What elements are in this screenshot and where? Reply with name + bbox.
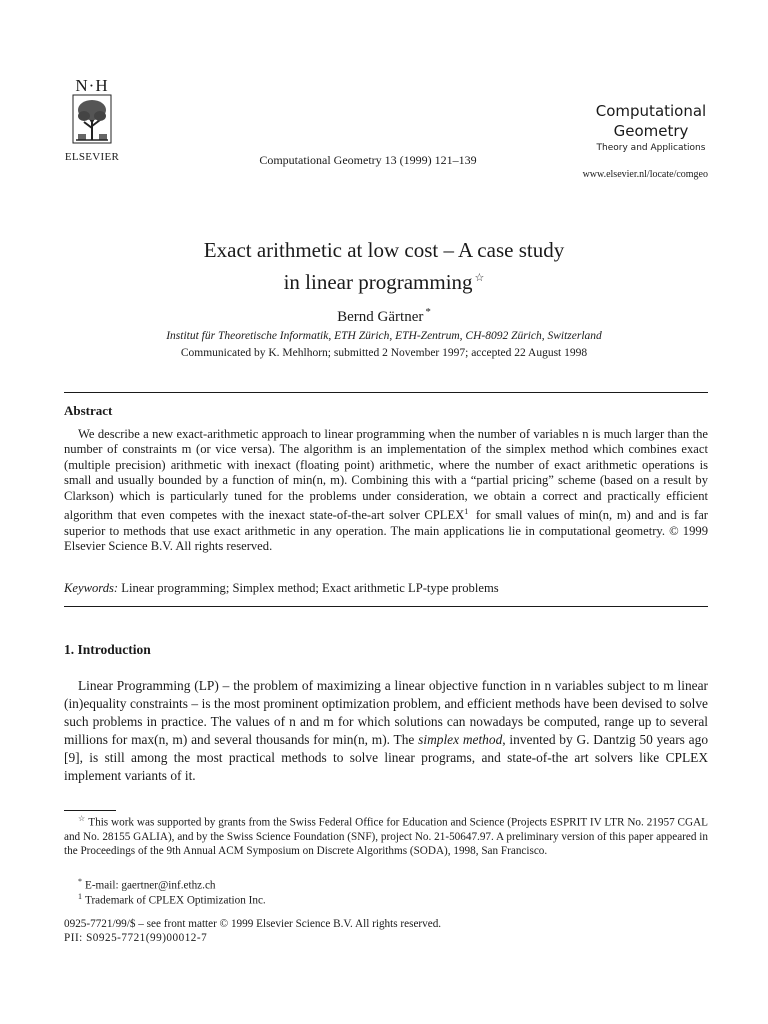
footnote-email-mark: *	[78, 877, 82, 886]
introduction-emphasis: simplex method	[418, 732, 503, 747]
abstract-text	[64, 427, 708, 554]
introduction-text-part1: Linear Programming (LP) – the problem of maximizing a linear objective function in n variables subject to m linear (in)equality constraints – is the most prominent optimization problem, and efficient methods have been devised to solve such problems in practice. The values of n and m for which solutions can nowadays be computed, range up to several millions for max(n, m) and several thousands for min(n, m). The	[64, 678, 708, 747]
communication-dates: Communicated by K. Mehlhorn; submitted 2 November 1997; accepted 22 August 1998	[180, 347, 588, 359]
abstract-bottom-rule	[64, 606, 708, 607]
introduction-text-part2: , invented by G. Dantzig 50 years ago [9], is still among the most practical methods to solve linear programs, and state-of-the art solvers like CPLEX implement variants of it.	[64, 732, 709, 783]
keywords-list: Linear programming; Simplex method; Exact arithmetic LP-type problems	[121, 581, 499, 595]
journal-title-line2: Geometry	[613, 122, 689, 140]
publisher-logo-text: N·H	[75, 76, 109, 95]
footnote-trademark-text: Trademark of CPLEX Optimization Inc.	[85, 894, 266, 907]
journal-subtitle: Theory and Applications	[596, 143, 706, 153]
abstract-top-rule	[64, 392, 708, 393]
footnote-trademark-mark: 1	[78, 892, 82, 901]
cplex-footnote-mark: 1	[464, 507, 469, 517]
issn-line: 0925-7721/99/$ – see front matter © 1999 Elsevier Science B.V. All rights reserved.	[64, 918, 442, 930]
author-affiliation: Institut für Theoretische Informatik, ETH Zürich, ETH-Zentrum, CH-8092 Zürich, Switzerland	[166, 330, 602, 342]
footnote-rule	[64, 810, 116, 811]
journal-url[interactable]: www.elsevier.nl/locate/comgeo	[582, 169, 708, 180]
footnote-email-text: E-mail: gaertner@inf.ethz.ch	[85, 879, 216, 892]
author-name: Bernd Gärtner	[337, 309, 424, 325]
journal-masthead	[592, 101, 710, 153]
pii-line: PII: S0925-7721(99)00012-7	[64, 932, 208, 944]
elsevier-tree-icon	[72, 94, 112, 144]
footnote-trademark	[64, 890, 722, 908]
journal-title-line1: Computational	[595, 102, 707, 120]
footnote-funding-text: This work was supported by grants from the Swiss Federal Office for Education and Science (Projects ESPRIT IV LTR No. 21957 CGAL and No. 28155 GALIA), and by the Swiss Science Foundation (SNF), project No. 21-50647.97. A preliminary version of this paper appeared in the Proceedings of the 9th Annual ACM Symposium on Discrete Algorithms (SODA), 1998, San Francisco.	[64, 816, 708, 857]
abstract-text-part2: for small values of min(n, m) and and is far superior to methods that use exact arithmetic in any operation. The main applications lie in computational geometry. © 1999 Elsevier Science B.V. All rights reserved.	[64, 508, 708, 554]
author-line	[80, 306, 688, 326]
abstract-text-part1: We describe a new exact-arithmetic approach to linear programming when the number of variables n is much larger than the number of constraints m (or vice versa). The algorithm is an implementation of the simplex method which combines exact (multiple precision) arithmetic with inexact (floating point) arithmetic, where the number of exact arithmetic operations is small and usually bounded by a function of min(n, m). Combining this with a “partial pricing” scheme (based on a result by Clarkson) which is particularly tuned for the problems under consideration, we obtain a correct and practically efficient algorithm that even competes with the inexact state-of-the-art solver CPLEX	[64, 427, 708, 523]
paper-title	[80, 236, 688, 296]
introduction-paragraph	[64, 677, 708, 785]
paper-title-line2: in linear programming	[283, 270, 473, 294]
keywords-line	[64, 581, 708, 596]
keywords-label: Keywords:	[64, 581, 119, 595]
publisher-name: ELSEVIER	[64, 151, 120, 163]
footnote-funding-mark: ☆	[78, 814, 86, 823]
paper-title-line1: Exact arithmetic at low cost – A case study	[203, 238, 565, 262]
title-footnote-mark: ☆	[474, 272, 485, 284]
footnote-funding	[64, 812, 708, 858]
journal-reference: Computational Geometry 13 (1999) 121–139	[259, 153, 477, 167]
abstract-heading: Abstract	[64, 403, 113, 418]
publisher-logo	[64, 78, 120, 163]
section-heading-introduction: 1. Introduction	[64, 642, 151, 657]
front-matter	[64, 917, 441, 945]
author-footnote-mark: *	[425, 306, 431, 318]
